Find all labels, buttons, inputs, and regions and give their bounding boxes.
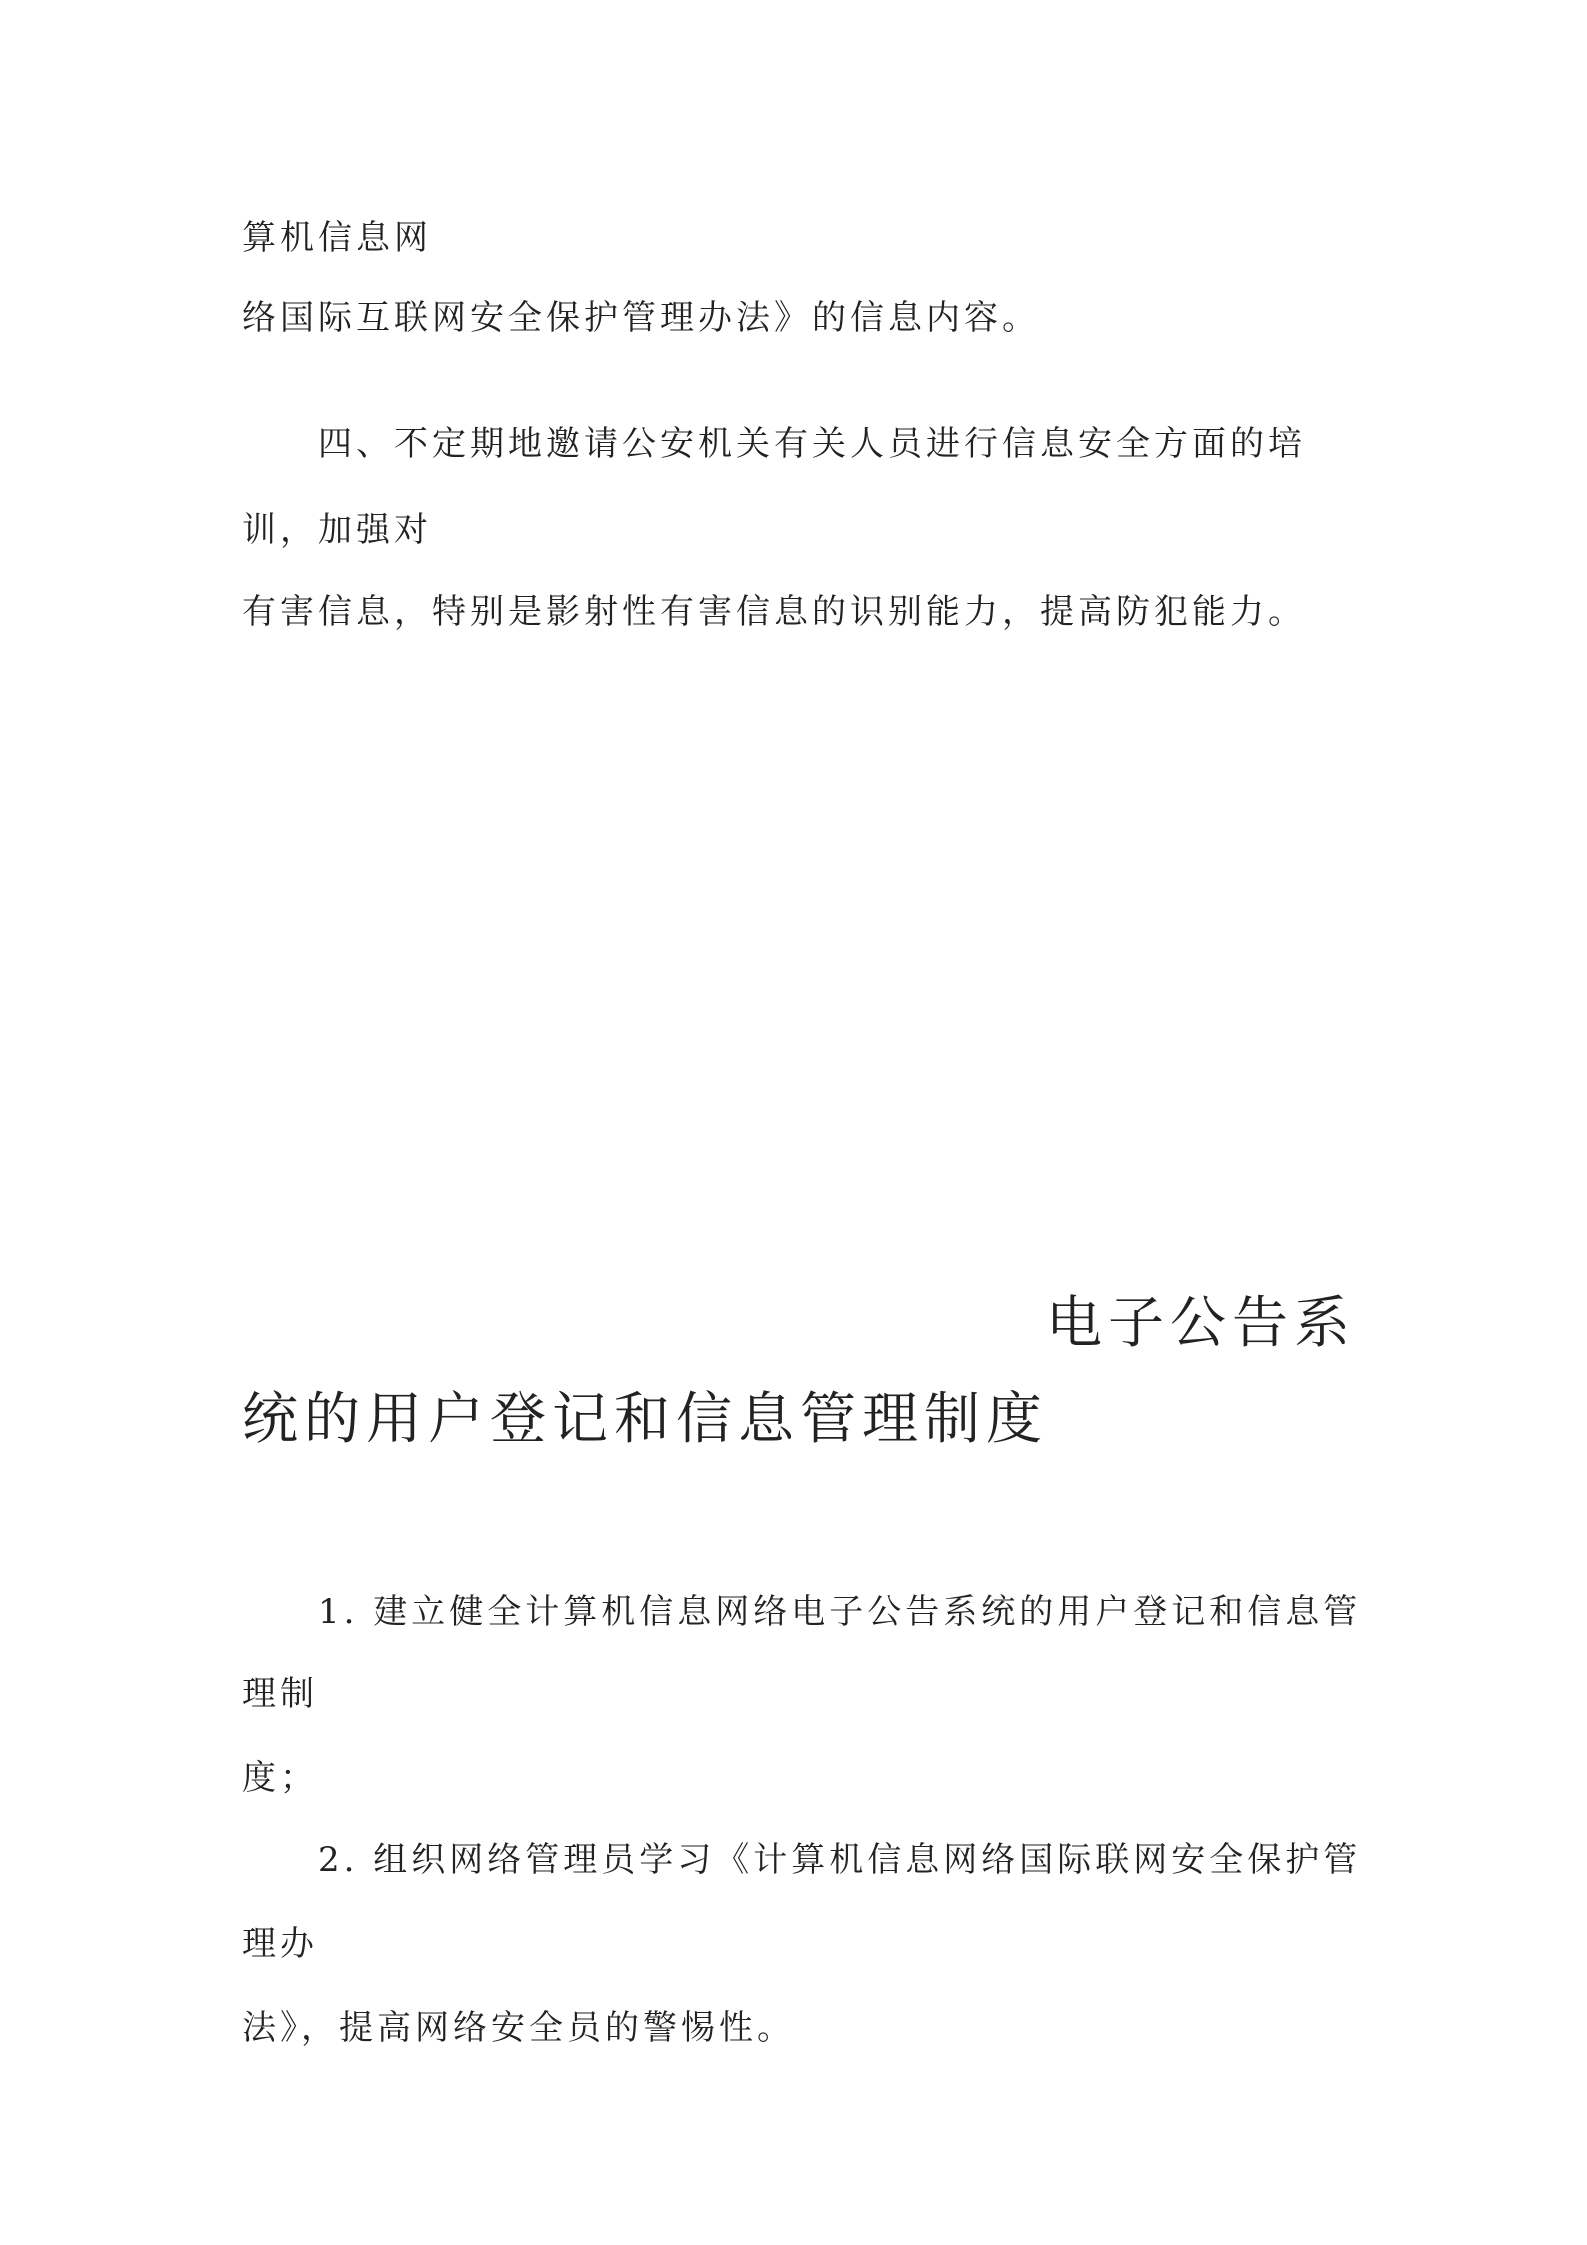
list-item-line: 理制 [242,1674,318,1714]
list-item-line: 理办 [242,1924,318,1964]
list-item-line: 度； [242,1758,318,1798]
paragraph-line: 有害信息，特别是影射性有害信息的识别能力，提高防犯能力。 [242,592,1306,632]
paragraph-line: 络国际互联网安全保护管理办法》的信息内容。 [242,298,1040,338]
paragraph-line: 训，加强对 [242,510,432,550]
paragraph-line: 算机信息网 [242,218,432,258]
section-title: 统的用户登记和信息管理制度 [242,1387,1048,1452]
list-item-line: 法》，提高网络安全员的警惕性。 [242,2008,795,2048]
list-item-line: 2. 组织网络管理员学习《计算机信息网络国际联网安全保护管 [318,1840,1362,1880]
list-item-line: 1. 建立健全计算机信息网络电子公告系统的用户登记和信息管 [318,1592,1362,1632]
paragraph-line: 四、不定期地邀请公安机关有关人员进行信息安全方面的培 [318,424,1306,464]
section-title: 电子公告系 [1046,1291,1356,1356]
